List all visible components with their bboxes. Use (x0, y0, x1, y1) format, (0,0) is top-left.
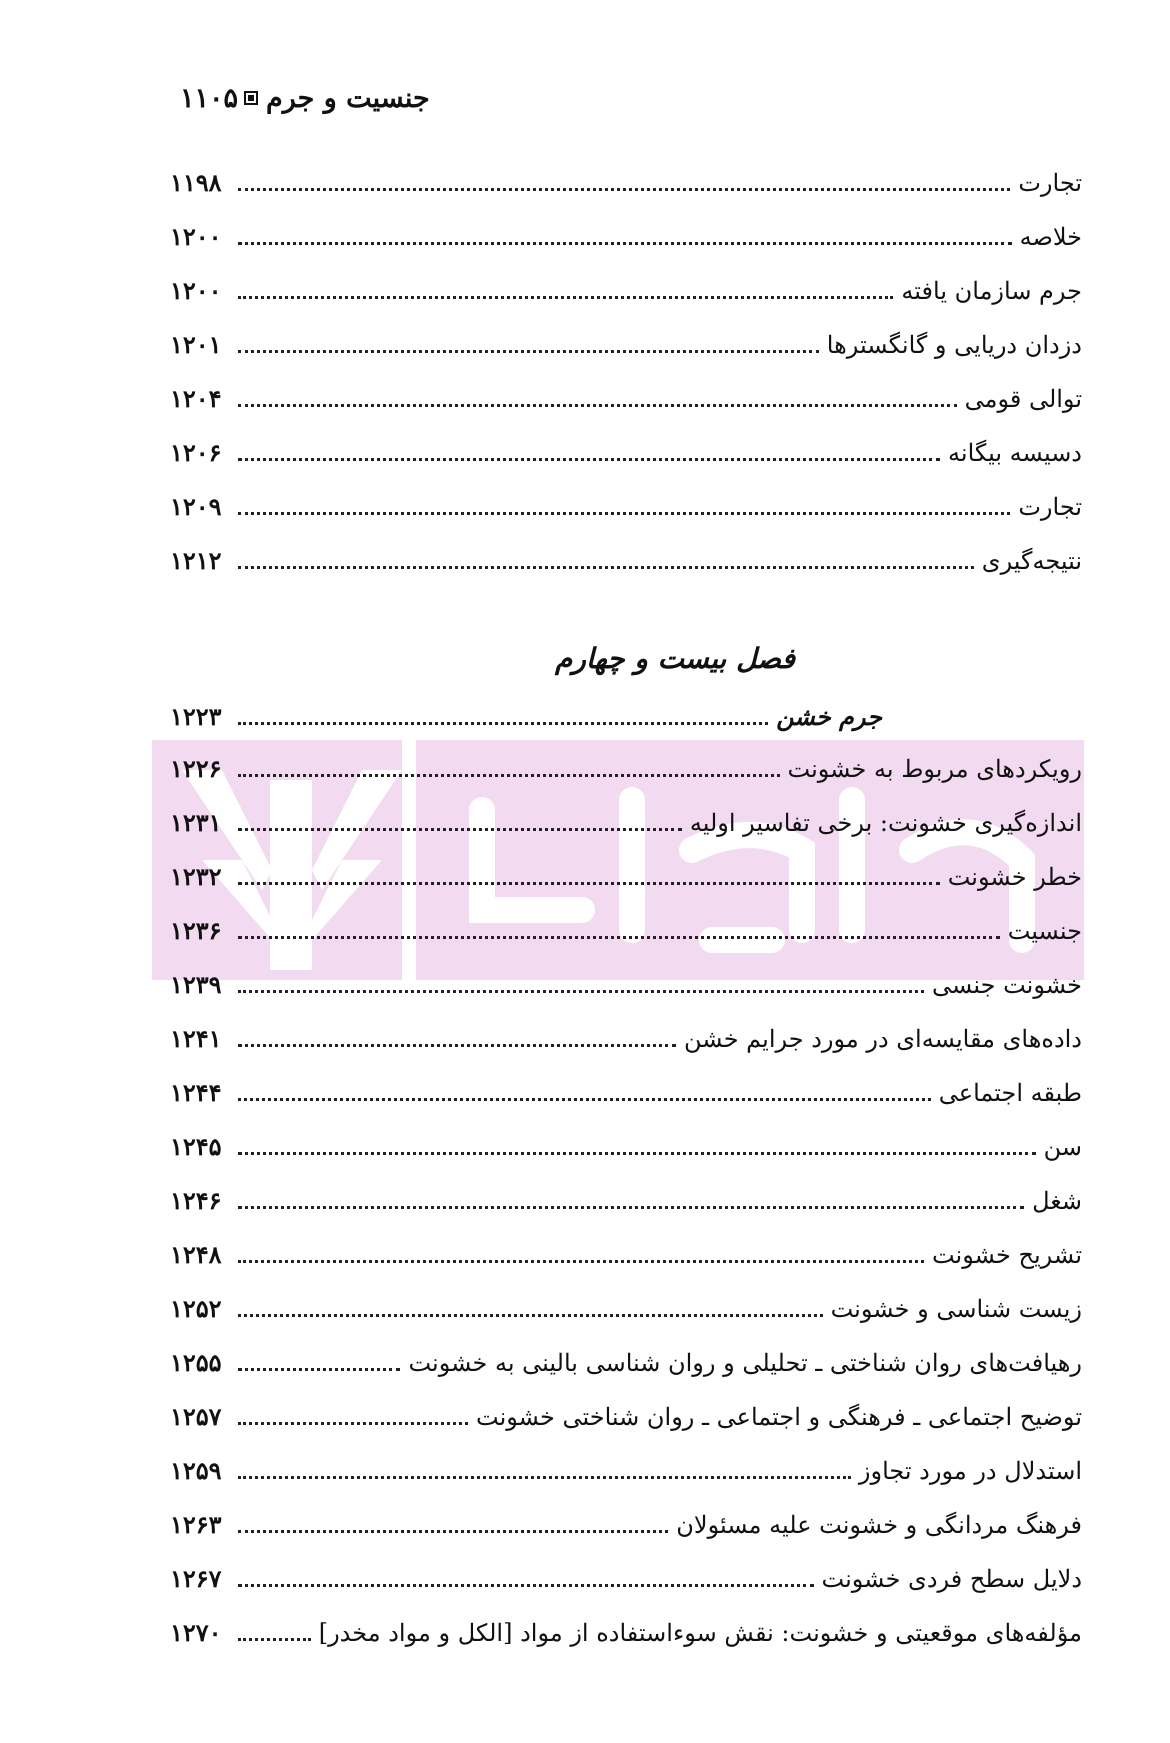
dot-leader (238, 774, 780, 777)
dot-leader (238, 828, 682, 831)
toc-entry (170, 1178, 1082, 1218)
toc-entry-page: ۱۲۴۸ (170, 1240, 222, 1269)
toc-entry-title: دلایل سطح فردی خشونت (821, 1565, 1082, 1593)
dot-leader (238, 350, 819, 353)
dot-leader (238, 1638, 311, 1641)
dot-leader (238, 990, 924, 993)
toc-entry (170, 538, 1082, 578)
dot-leader (238, 566, 974, 569)
dot-leader (238, 1206, 1024, 1209)
toc-entry-page: ۱۱۹۸ (170, 168, 222, 197)
square-bullet-icon (244, 91, 258, 105)
toc-entry (170, 1556, 1082, 1596)
toc-entry-title: اندازه‌گیری خشونت: برخی تفاسیر اولیه (689, 809, 1082, 837)
dot-leader (238, 1422, 468, 1425)
toc-entry-page: ۱۲۲۶ (170, 754, 222, 783)
header-title: جنسیت و جرم (266, 82, 430, 114)
toc-entry-page: ۱۲۳۶ (170, 916, 222, 945)
toc-entry (170, 1448, 1082, 1488)
toc-entry (170, 376, 1082, 416)
toc-entry (170, 746, 1082, 786)
toc-entry-title: رویکردهای مربوط به خشونت (787, 755, 1082, 783)
toc-entry (170, 1340, 1082, 1380)
dot-leader (238, 1098, 931, 1101)
toc-entry-title: جنسیت (1007, 917, 1082, 945)
toc-entry-title: خطر خشونت (947, 863, 1082, 891)
toc-entry (170, 1232, 1082, 1272)
toc-entry-page: ۱۲۴۶ (170, 1186, 222, 1215)
toc-entry (170, 854, 1082, 894)
toc-entry-title: خشونت جنسی (931, 971, 1082, 999)
toc-entry (170, 1016, 1082, 1056)
toc-entry-title: طبقه اجتماعی (938, 1079, 1082, 1107)
toc-entry-page: ۱۲۵۵ (170, 1348, 222, 1377)
dot-leader (238, 296, 893, 299)
toc-entry-page: ۱۲۴۵ (170, 1132, 222, 1161)
dot-leader (238, 1530, 668, 1533)
chapter-title-entry (170, 694, 882, 734)
toc-entry (170, 1610, 1082, 1650)
toc-entry-page: ۱۲۷۰ (170, 1618, 222, 1647)
dot-leader (238, 1584, 814, 1587)
toc-entry (170, 1286, 1082, 1326)
dot-leader (238, 722, 768, 725)
toc-entry (170, 160, 1082, 200)
toc-entry-title: نتیجه‌گیری (981, 547, 1082, 575)
toc-entry-title: جرم سازمان یافته (901, 277, 1082, 305)
dot-leader (238, 1152, 1036, 1155)
toc-entry (170, 268, 1082, 308)
toc-entry-title: رهیافت‌های روان شناختی ـ تحلیلی و روان شناسی بالینی به خشونت (408, 1349, 1082, 1377)
dot-leader (238, 936, 1000, 939)
toc-entry (170, 322, 1082, 362)
dot-leader (238, 1314, 823, 1317)
dot-leader (238, 1368, 400, 1371)
toc-entry-page: ۱۲۰۴ (170, 384, 222, 413)
toc-entry-title: فرهنگ مردانگی و خشونت علیه مسئولان (676, 1511, 1082, 1539)
toc-entry-title: توضیح اجتماعی ـ فرهنگی و اجتماعی ـ روان شناختی خشونت (476, 1403, 1082, 1431)
dot-leader (238, 882, 940, 885)
toc-entry-page: ۱۲۵۲ (170, 1294, 222, 1323)
toc-entry-page: ۱۲۰۰ (170, 222, 222, 251)
toc-entry-title: توالی قومی (964, 385, 1082, 413)
toc-entry-page: ۱۲۵۹ (170, 1456, 222, 1485)
toc-entry (170, 1394, 1082, 1434)
toc-entry-title: داده‌های مقایسه‌ای در مورد جرایم خشن (684, 1025, 1082, 1053)
toc-entry-page: ۱۲۴۱ (170, 1024, 222, 1053)
header-page-number: ۱۱۰۵ (180, 82, 239, 114)
toc-entry-title: مؤلفه‌های موقعیتی و خشونت: نقش سوءاستفاده از مواد [الکل و مواد مخدر] (318, 1619, 1082, 1647)
toc-entry-page: ۱۲۴۴ (170, 1078, 222, 1107)
chapter-heading (0, 642, 1170, 675)
dot-leader (238, 188, 1010, 191)
toc-entry (170, 484, 1082, 524)
toc-entry-page: ۱۲۰۰ (170, 276, 222, 305)
toc-entry (170, 962, 1082, 1002)
toc-entry-title: تجارت (1018, 169, 1082, 197)
dot-leader (238, 458, 940, 461)
toc-entry-title: خلاصه (1019, 223, 1082, 251)
toc-entry (170, 800, 1082, 840)
toc-entry-title: دسیسه بیگانه (948, 439, 1082, 467)
toc-entry-page: ۱۲۳۱ (170, 808, 222, 837)
toc-entry-page: ۱۲۶۳ (170, 1510, 222, 1539)
dot-leader (238, 1476, 851, 1479)
toc-entry-title: شغل (1032, 1187, 1082, 1215)
toc-entry-page: ۱۲۰۶ (170, 438, 222, 467)
chapter-heading-text: فصل بیست و چهارم (555, 642, 795, 675)
dot-leader (238, 404, 957, 407)
toc-entry-title: زیست شناسی و خشونت (830, 1295, 1082, 1323)
dot-leader (238, 512, 1010, 515)
toc-entry-title: تجارت (1018, 493, 1082, 521)
toc-entry (170, 908, 1082, 948)
toc-entry-title: تشریح خشونت (931, 1241, 1082, 1269)
toc-entry-page: ۱۲۵۷ (170, 1402, 222, 1431)
chapter-title: جرم خشن (776, 702, 882, 731)
toc-entry (170, 1124, 1082, 1164)
toc-entry-page: ۱۲۳۲ (170, 862, 222, 891)
dot-leader (238, 242, 1012, 245)
toc-entry-title: دزدان دریایی و گانگسترها (826, 331, 1082, 359)
toc-entry (170, 1070, 1082, 1110)
chapter-title-page: ۱۲۲۳ (170, 702, 222, 731)
toc-entry-page: ۱۲۰۱ (170, 330, 222, 359)
dot-leader (238, 1260, 924, 1263)
toc-entry-title: استدلال در مورد تجاوز (858, 1457, 1082, 1485)
toc-entry-page: ۱۲۶۷ (170, 1564, 222, 1593)
running-header (180, 78, 430, 118)
toc-entry (170, 1502, 1082, 1542)
dot-leader (238, 1044, 676, 1047)
toc-entry-title: سن (1043, 1133, 1082, 1161)
toc-entry (170, 430, 1082, 470)
toc-entry-page: ۱۲۱۲ (170, 546, 222, 575)
toc-entry-page: ۱۲۳۹ (170, 970, 222, 999)
toc-entry (170, 214, 1082, 254)
toc-entry-page: ۱۲۰۹ (170, 492, 222, 521)
